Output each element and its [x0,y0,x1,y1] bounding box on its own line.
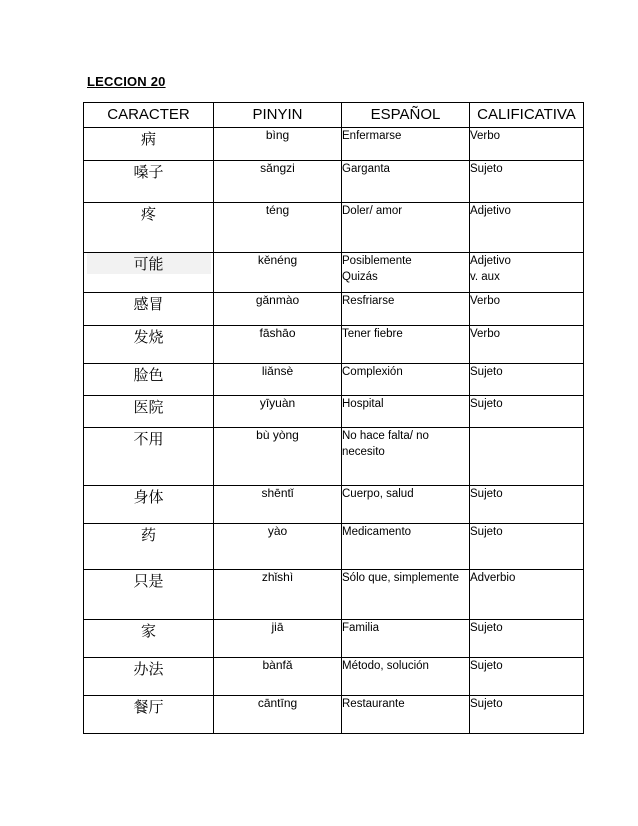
espanol-text: Complexión [342,366,403,378]
cell-calificativa [470,620,584,658]
cell-caracter [84,326,214,364]
table-row [84,128,584,161]
cell-pinyin: fāshāo [214,326,342,364]
table-row [84,203,584,253]
cell-espanol [342,203,470,253]
espanol-text: Posiblemente [342,255,412,267]
cell-calificativa [470,161,584,203]
cell-pinyin: bù yòng [214,428,342,486]
cell-pinyin: bànfǎ [214,658,342,696]
cell-espanol [342,486,470,524]
calificativa-text: Adjetivo [470,255,511,267]
espanol-text: Hospital [342,398,384,410]
cell-caracter [84,696,214,734]
caracter-text: 医院 [133,398,164,416]
cell-pinyin: liǎnsè [214,364,342,396]
calificativa-text: Sujeto [470,698,503,710]
cell-espanol [342,161,470,203]
cell-pinyin: sǎngzi [214,161,342,203]
cell-calificativa [470,253,584,293]
cell-caracter [84,364,214,396]
caracter-text: 身体 [133,488,164,506]
table-row [84,570,584,620]
calificativa-text: Sujeto [470,366,503,378]
cell-caracter [84,658,214,696]
header-calificativa: CALIFICATIVA [470,103,584,128]
cell-caracter [84,293,214,326]
espanol-text: Tener fiebre [342,328,403,340]
cell-calificativa [470,203,584,253]
caracter-text: 感冒 [133,295,164,313]
table-row [84,428,584,486]
table-header-row [84,103,584,128]
cell-pinyin: bìng [214,128,342,161]
caracter-text: 病 [140,130,156,148]
header-pinyin: PINYIN [214,103,342,128]
caracter-text: 脸色 [133,366,164,384]
table-row [84,326,584,364]
cell-caracter [84,486,214,524]
cell-calificativa [470,428,584,486]
cell-espanol [342,396,470,428]
cell-espanol [342,570,470,620]
table-row [84,658,584,696]
espanol-text: Cuerpo, salud [342,488,414,500]
table-row [84,253,584,293]
caracter-text: 可能 [87,253,211,274]
cell-calificativa [470,396,584,428]
cell-espanol [342,524,470,570]
caracter-text: 不用 [133,430,164,448]
table-row [84,486,584,524]
espanol-text: Garganta [342,163,390,175]
cell-calificativa [470,524,584,570]
calificativa-text: Adverbio [470,572,516,584]
cell-pinyin: gǎnmào [214,293,342,326]
cell-caracter [84,128,214,161]
lesson-title: LECCION 20 [87,74,166,89]
cell-caracter [84,203,214,253]
cell-pinyin: yào [214,524,342,570]
cell-espanol [342,364,470,396]
calificativa-text: Adjetivo [470,205,511,217]
calificativa-text: Sujeto [470,488,503,500]
cell-calificativa [470,486,584,524]
vocabulary-table [83,102,584,734]
caracter-text: 疼 [140,205,156,223]
caracter-text: 药 [140,526,156,544]
table-body [84,128,584,734]
cell-pinyin: zhǐshì [214,570,342,620]
calificativa-text: Sujeto [470,398,503,410]
cell-pinyin: kěnéng [214,253,342,293]
cell-pinyin: téng [214,203,342,253]
caracter-text: 嗓子 [133,163,164,181]
cell-calificativa [470,658,584,696]
calificativa-text: Sujeto [470,163,503,175]
espanol-text: Restaurante [342,698,405,710]
caracter-text: 餐厅 [133,698,164,716]
table-row [84,524,584,570]
caracter-text: 办法 [133,660,164,678]
espanol-text: No hace falta/ no [342,430,429,442]
cell-calificativa [470,364,584,396]
cell-espanol [342,326,470,364]
cell-calificativa [470,128,584,161]
cell-caracter [84,428,214,486]
table-row [84,293,584,326]
espanol-text: Resfriarse [342,295,395,307]
cell-pinyin: shēntǐ [214,486,342,524]
cell-caracter [84,161,214,203]
table-row [84,620,584,658]
caracter-text: 只是 [133,572,164,590]
cell-espanol [342,293,470,326]
espanol-text: Familia [342,622,380,634]
cell-calificativa [470,326,584,364]
cell-caracter [84,253,214,293]
caracter-text: 发烧 [133,328,164,346]
cell-espanol [342,696,470,734]
calificativa-text: Verbo [470,295,501,307]
calificativa-text: Verbo [470,130,501,142]
espanol-text: Doler/ amor [342,205,403,217]
table-row [84,696,584,734]
espanol-text: necesito [342,446,385,458]
caracter-text: 家 [140,622,156,640]
espanol-text: Medicamento [342,526,412,538]
calificativa-text: v. aux [470,271,500,283]
cell-calificativa [470,293,584,326]
cell-espanol [342,128,470,161]
cell-espanol [342,620,470,658]
calificativa-text: Sujeto [470,526,503,538]
table-row [84,364,584,396]
cell-calificativa [470,570,584,620]
cell-pinyin: yīyuàn [214,396,342,428]
calificativa-text: Sujeto [470,622,503,634]
header-espanol: ESPAÑOL [342,103,470,128]
table-row [84,396,584,428]
cell-caracter [84,570,214,620]
cell-caracter [84,524,214,570]
cell-calificativa [470,696,584,734]
calificativa-text: Verbo [470,328,501,340]
cell-caracter [84,620,214,658]
calificativa-text: Sujeto [470,660,503,672]
header-caracter: CARACTER [84,103,214,128]
cell-pinyin: jiā [214,620,342,658]
cell-espanol [342,658,470,696]
cell-espanol [342,253,470,293]
espanol-text: Enfermarse [342,130,402,142]
espanol-text: Método, solución [342,660,429,672]
cell-caracter [84,396,214,428]
espanol-text: Quizás [342,271,378,283]
cell-pinyin: cāntīng [214,696,342,734]
cell-espanol [342,428,470,486]
espanol-text: Sólo que, simplemente [342,572,459,584]
table-row [84,161,584,203]
